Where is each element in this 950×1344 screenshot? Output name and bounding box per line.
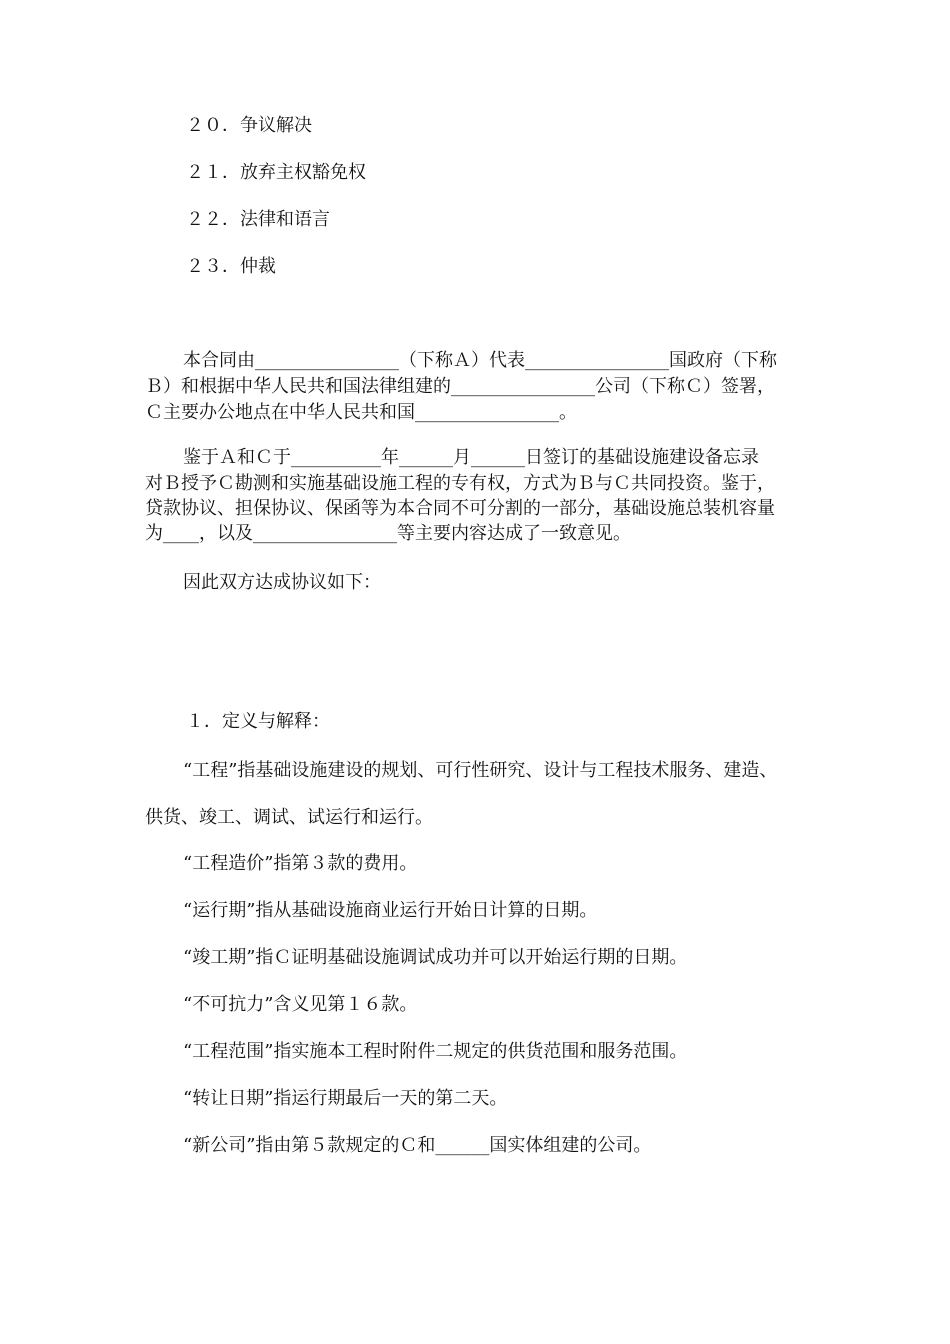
definition-item: “新公司”指由第５款规定的Ｃ和______国实体组建的公司。 <box>183 1135 652 1156</box>
preamble-para3: 因此双方达成协议如下： <box>183 572 381 593</box>
toc-item-20: ２０．争议解决 <box>186 115 312 136</box>
preamble-para1-line1: 本合同由________________（下称Ａ）代表________________国政府（下称 <box>183 350 777 371</box>
definition-project-line2: 供货、竣工、调试、试运行和运行。 <box>145 807 433 828</box>
toc-item-21: ２１．放弃主权豁免权 <box>186 162 366 183</box>
definition-item: “工程范围”指实施本工程时附件二规定的供货范围和服务范围。 <box>183 1041 688 1062</box>
preamble-para1-line3: Ｃ主要办公地点在中华人民共和国________________。 <box>145 402 577 423</box>
preamble-para2-line4: 为____，以及________________等主要内容达成了一致意见。 <box>145 523 631 544</box>
preamble-para1-line2: Ｂ）和根据中华人民共和国法律组建的________________公司（下称Ｃ）签署， <box>145 376 775 397</box>
definition-project-line1: “工程”指基础设施建设的规划、可行性研究、设计与工程技术服务、建造、 <box>183 760 778 781</box>
toc-item-22: ２２．法律和语言 <box>186 209 330 230</box>
definition-item: “工程造价”指第３款的费用。 <box>183 853 418 874</box>
preamble-para2-line1: 鉴于Ａ和Ｃ于__________年______月______日签订的基础设施建设备忘录 <box>183 447 759 468</box>
toc-item-23: ２３．仲裁 <box>186 256 276 277</box>
definition-item: “不可抗力”含义见第１６款。 <box>183 994 418 1015</box>
preamble-para2-line2: 对Ｂ授予Ｃ勘测和实施基础设施工程的专有权，方式为Ｂ与Ｃ共同投资。鉴于， <box>145 473 775 494</box>
preamble-para2-line3: 贷款协议、担保协议、保函等为本合同不可分割的一部分，基础设施总装机容量 <box>145 498 775 519</box>
definition-item: “运行期”指从基础设施商业运行开始日计算的日期。 <box>183 900 598 921</box>
definition-item: “转让日期”指运行期最后一天的第二天。 <box>183 1088 508 1109</box>
definition-item: “竣工期”指Ｃ证明基础设施调试成功并可以开始运行期的日期。 <box>183 947 688 968</box>
section1-heading: １．定义与解释： <box>186 711 330 732</box>
